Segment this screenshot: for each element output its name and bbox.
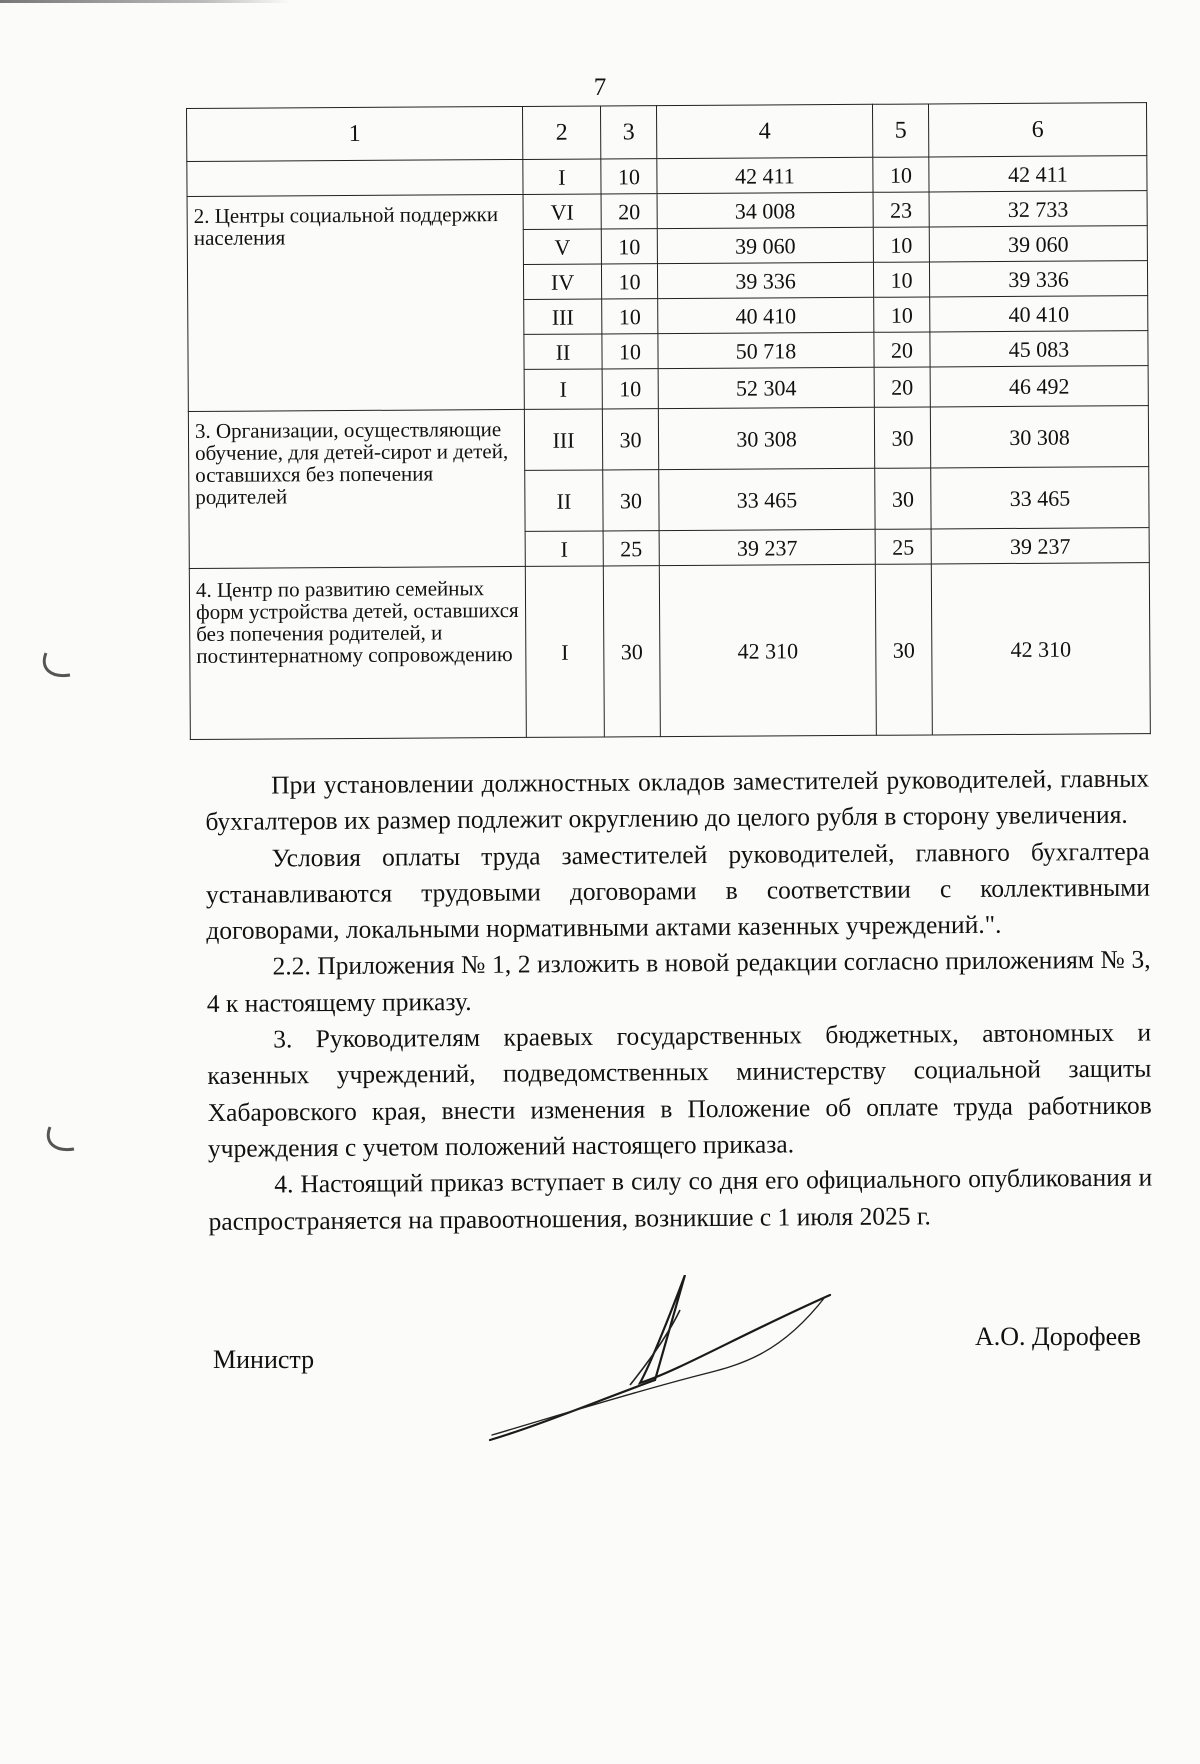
value-cell: 30 bbox=[874, 407, 930, 468]
value-cell: 30 bbox=[603, 566, 660, 737]
value-cell: 30 bbox=[603, 470, 659, 531]
value-cell: 10 bbox=[873, 262, 929, 297]
group-cell: I bbox=[525, 566, 604, 737]
group-cell: I bbox=[524, 369, 602, 409]
paragraph: 3. Руководителям краевых государственных бюджетных, автономных и казенных учреждений, подведомственных министерству социальной защиты Хабаровского края, внести изменения в Положение об оплате труда работников учреждения с учетом положений настоящего приказа. bbox=[207, 1017, 1152, 1163]
group-cell: I bbox=[523, 159, 601, 194]
value-cell: 10 bbox=[602, 369, 658, 409]
value-cell: 32 733 bbox=[929, 191, 1147, 227]
value-cell: 10 bbox=[602, 299, 658, 334]
table-header-row bbox=[187, 103, 1147, 162]
header-cell: 1 bbox=[187, 106, 523, 161]
value-cell: 39 060 bbox=[929, 226, 1147, 262]
header-cell: 5 bbox=[872, 104, 928, 157]
group-cell: I bbox=[525, 531, 603, 566]
value-cell: 39 237 bbox=[659, 529, 875, 565]
header-cell: 6 bbox=[928, 103, 1146, 157]
value-cell: 10 bbox=[601, 264, 657, 299]
org-name-cell: 4. Центр по развитию семейных форм устройства детей, оставшихся без попечения родителей, и постинтернатному сопровождению bbox=[189, 566, 526, 739]
header-cell: 2 bbox=[522, 106, 600, 159]
group-cell: II bbox=[524, 334, 602, 369]
value-cell: 33 465 bbox=[931, 467, 1149, 529]
group-cell: III bbox=[524, 409, 602, 470]
value-cell: 46 492 bbox=[930, 366, 1148, 407]
body-text bbox=[205, 761, 1153, 1240]
value-cell: 30 bbox=[875, 564, 932, 735]
org-name-cell: 2. Центры социальной поддержки населения bbox=[187, 194, 524, 411]
value-cell: 20 bbox=[874, 367, 930, 407]
value-cell: 39 060 bbox=[657, 227, 873, 263]
group-cell: III bbox=[524, 299, 602, 334]
org-name-cell: 3. Организации, осуществляющие обучение, для детей-сирот и детей, оставшихся без попечения родителей bbox=[188, 409, 525, 568]
value-cell: 39 336 bbox=[929, 261, 1147, 297]
value-cell: 39 237 bbox=[931, 528, 1149, 564]
signer-title: Министр bbox=[213, 1345, 315, 1374]
paragraph: Условия оплаты труда заместителей руководителей, главного бухгалтера устанавливаются трудовыми договорами в соответствии с коллективными договорами, локальными нормативными актами казенных учреждений.". bbox=[205, 836, 1151, 946]
value-cell: 20 bbox=[874, 332, 930, 367]
value-cell: 10 bbox=[601, 159, 657, 194]
group-cell: II bbox=[525, 470, 603, 531]
header-cell: 4 bbox=[656, 104, 872, 158]
handwritten-signature bbox=[480, 1275, 840, 1455]
table-row bbox=[187, 191, 1147, 232]
value-cell: 45 083 bbox=[930, 331, 1148, 367]
value-cell: 10 bbox=[873, 157, 929, 192]
value-cell: 42 411 bbox=[929, 156, 1147, 192]
value-cell: 42 310 bbox=[931, 563, 1150, 735]
punch-hole-mark bbox=[44, 1124, 78, 1154]
group-cell: VI bbox=[523, 194, 601, 229]
salary-table bbox=[186, 102, 1151, 740]
scan-edge-mark bbox=[0, 0, 290, 3]
punch-hole-mark bbox=[40, 650, 74, 680]
value-cell: 10 bbox=[601, 229, 657, 264]
value-cell: 20 bbox=[601, 194, 657, 229]
table-row bbox=[189, 563, 1150, 740]
paragraph: 4. Настоящий приказ вступает в силу со дня его официального опубликования и распространяется на правоотношения, возникшие с 1 июля 2025 г. bbox=[208, 1162, 1153, 1236]
value-cell: 52 304 bbox=[658, 367, 874, 408]
table-row bbox=[187, 156, 1147, 197]
value-cell: 42 310 bbox=[659, 564, 876, 736]
value-cell: 34 008 bbox=[657, 192, 873, 228]
value-cell: 10 bbox=[874, 297, 930, 332]
value-cell: 10 bbox=[602, 334, 658, 369]
paragraph: 2.2. Приложения № 1, 2 изложить в новой редакции согласно приложениям № 3, 4 к настоящему приказу. bbox=[206, 945, 1151, 1018]
page-number: 7 bbox=[593, 74, 607, 101]
value-cell: 40 410 bbox=[658, 297, 874, 333]
signer-name: А.О. Дорофеев bbox=[975, 1322, 1141, 1351]
value-cell: 30 308 bbox=[658, 407, 874, 469]
value-cell: 42 411 bbox=[657, 157, 873, 193]
value-cell: 50 718 bbox=[658, 332, 874, 368]
empty-org-cell bbox=[187, 159, 523, 196]
group-cell: V bbox=[523, 229, 601, 264]
paragraph: При установлении должностных окладов заместителей руководителей, главных бухгалтеров их размер подлежит округлению до целого рубля в сторону увеличения. bbox=[205, 763, 1150, 837]
value-cell: 30 bbox=[602, 409, 658, 470]
value-cell: 33 465 bbox=[659, 468, 875, 530]
value-cell: 30 bbox=[875, 468, 931, 529]
value-cell: 25 bbox=[603, 531, 659, 566]
header-cell: 3 bbox=[600, 106, 656, 159]
table-row bbox=[188, 406, 1148, 473]
value-cell: 10 bbox=[873, 227, 929, 262]
value-cell: 30 308 bbox=[930, 406, 1148, 468]
value-cell: 40 410 bbox=[930, 296, 1148, 332]
group-cell: IV bbox=[523, 264, 601, 299]
value-cell: 25 bbox=[875, 529, 931, 564]
value-cell: 39 336 bbox=[657, 262, 873, 298]
value-cell: 23 bbox=[873, 192, 929, 227]
